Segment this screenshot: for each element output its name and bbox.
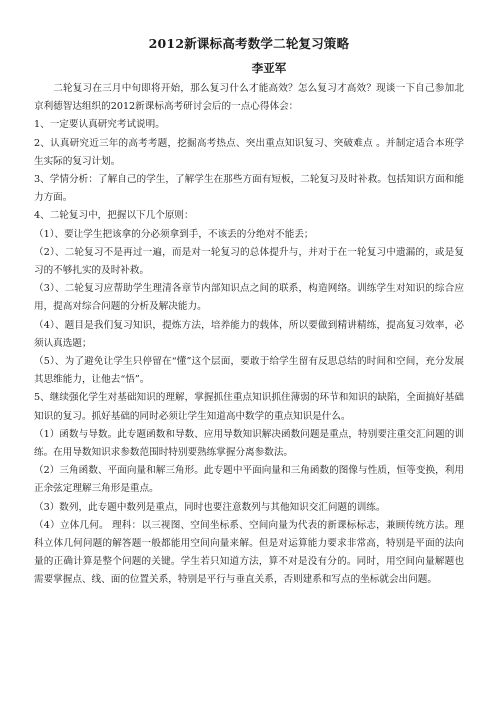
- document-title: 2012新课标高考数学二轮复习策略: [148, 36, 350, 51]
- paragraph-topic-solid-geometry: （4）立体几何。 理科：以三视图、空间坐标系、空间向量为代表的新课标标志，兼顾传统方法。理科立体几何问题的解答题一般都能用空间向量来解。但是对运算能力要求非常高，特别是平面的法向量的正确计算是整个问题的关键。学生若只知道方法，算不对是没有分的。同时，用空间向量解题也需要掌握点、线、面的位置关系，特别是平行与垂直关系，否则建系和写点的坐标就会出问题。: [34, 519, 464, 586]
- paragraph-intro: 二轮复习在三月中旬即将开始，那么复习什么才能高效？怎么复习才高效？现谈一下自己参加北京利德智达组织的2012新课标高考研讨会后的一点心得体会：: [34, 83, 464, 113]
- paragraph-principle-2: （2）、二轮复习不是再过一遍，而是对一轮复习的总体提升与，并对于在一轮复习中遗漏的，或是复习的不够扎实的及时补救。: [34, 246, 464, 277]
- paragraph-principle-1: （1）、要让学生把该拿的分必须拿到手，不该丢的分绝对不能丢；: [34, 228, 314, 240]
- paragraph-point-4: 4、二轮复习中，把握以下几个原则：: [34, 210, 194, 222]
- paragraph-principle-5: （5）、为了避免让学生只停留在“懂”这个层面，要敢于给学生留有反思总结的时间和空间，充分发展其思维能力，让他去“悟”。: [34, 356, 464, 386]
- paragraph-point-1: 1、一定要认真研究考试说明。: [34, 119, 165, 131]
- paragraph-topic-sequences: （3）数列，此专题中数列是重点，同时也要注意数列与其他知识交汇问题的训练。: [34, 501, 386, 513]
- paragraph-principle-3: （3）、二轮复习应帮助学生理清各章节内部知识点之间的联系，构造网络。训练学生对知识的综合应用，提高对综合问题的分析及解决能力。: [34, 283, 464, 313]
- paragraph-point-3: 3、学情分析：了解自己的学生，了解学生在那些方面有短板，二轮复习及时补救。包括知识方面和能力方面。: [34, 174, 464, 204]
- paragraph-point-2: 2、认真研究近三年的高考考题，挖掘高考热点、突出重点知识复习、突破难点 。并制定适合本班学生实际的复习计划。: [34, 137, 464, 167]
- paragraph-topic-functions: （1）函数与导数。此专题函数和导数、应用导数知识解决函数问题是重点，特别要注重交汇问题的训练。在用导数知识求参数范围时特别要熟练掌握分离参数法。: [34, 428, 464, 459]
- paragraph-point-5: 5、继续强化学生对基础知识的理解，掌握抓住重点知识抓住薄弱的环节和知识的缺陷，全面搞好基础知识的复习。抓好基础的同时必须让学生知道高中数学的重点知识是什么。: [34, 392, 464, 422]
- paragraph-principle-4: （4）、题目是我们复习知识，提炼方法，培养能力的载体，所以要做到精讲精练，提高复习效率，必须认真选题；: [34, 319, 464, 349]
- document-page: [34, 36, 464, 590]
- author-name: 李亚军: [251, 61, 287, 75]
- paragraph-topic-trigonometry: （2）三角函数、平面向量和解三角形。此专题中平面向量和三角函数的图像与性质，恒等变换，利用正余弦定理解三角形是重点。: [34, 465, 464, 495]
